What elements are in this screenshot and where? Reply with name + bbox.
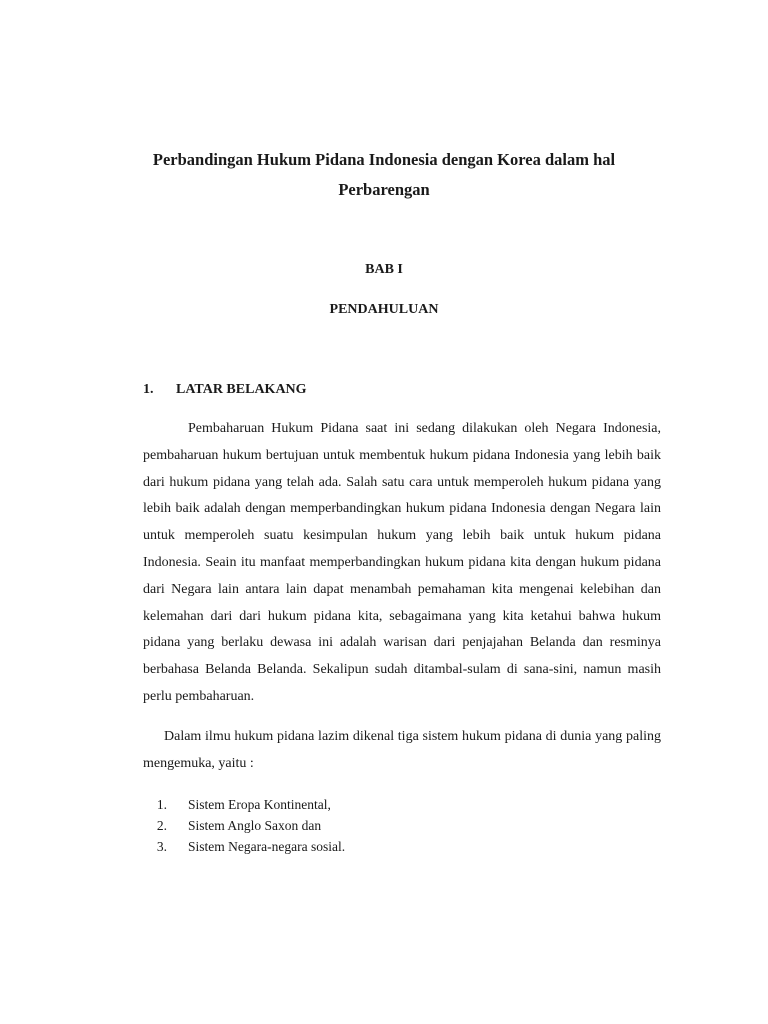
list-item-text: Sistem Eropa Kontinental,: [188, 797, 331, 812]
list-item-text: Sistem Negara-negara sosial.: [188, 839, 346, 854]
paragraph-sistem-hukum: Dalam ilmu hukum pidana lazim dikenal tiga sistem hukum pidana di dunia yang paling mengemuka, yaitu :: [143, 729, 661, 771]
paragraph-latar-belakang: Pembaharuan Hukum Pidana saat ini sedang dilakukan oleh Negara Indonesia, pembaharuan hukum bertujuan untuk membentuk hukum pidana Indonesia yang lebih baik dari hukum pidana yang telah ada. Salah satu cara untuk memperoleh hukum pidana yang lebih baik adalah dengan memperbandingkan hukum pidana Indonesia dengan Negara lain untuk memperoleh suatu kesimpulan hukum yang lebih baik untuk hukum pidana Indonesia. Seain itu manfaat memperbandingkan hukum pidana kita dengan hukum pidana dari Negara lain antara lain dapat menambah pemahaman kita mengenai kelebihan dan kelemahan dari dari hukum pidana kita, sebagaimana yang kita ketahui bahwa hukum pidana yang berlaku dewasa ini adalah warisan dari penjajahan Belanda dan resminya berbahasa Belanda Belanda. Sekalipun sudah ditambal-sulam di sana-sini, namun masih perlu pembaharuan.: [143, 421, 661, 704]
section-heading: [143, 382, 307, 398]
legal-systems-list: [143, 794, 345, 857]
list-item: [143, 815, 345, 836]
chapter-title: PENDAHULUAN: [329, 302, 439, 317]
section-number: 1.: [143, 382, 154, 397]
list-item-number: 2.: [156, 818, 167, 833]
list-item-number: 1.: [156, 797, 167, 812]
document-title: Perbandingan Hukum Pidana Indonesia dengan Korea dalam hal Perbarengan: [152, 150, 616, 199]
chapter-number: BAB I: [365, 262, 403, 277]
list-item: [143, 836, 345, 857]
list-item-number: 3.: [156, 839, 167, 854]
list-item: [143, 794, 345, 815]
section-title: LATAR BELAKANG: [176, 382, 307, 397]
list-item-text: Sistem Anglo Saxon dan: [188, 818, 322, 833]
